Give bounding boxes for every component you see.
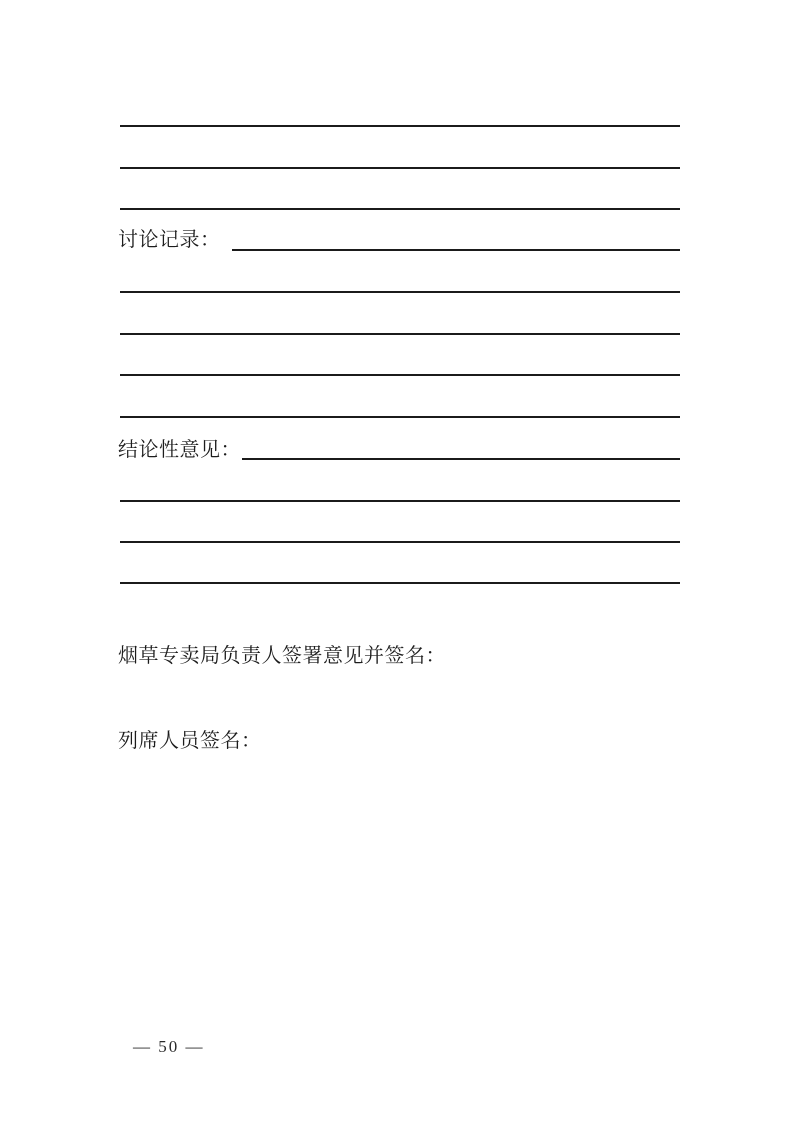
blank-line	[120, 167, 680, 169]
attendee-signature-label: 列席人员签名：	[118, 730, 262, 752]
blank-line	[242, 458, 680, 460]
bureau-head-signature-label: 烟草专卖局负责人签署意见并签名：	[118, 645, 446, 667]
blank-line	[120, 374, 680, 376]
blank-line	[120, 582, 680, 584]
blank-line	[120, 500, 680, 502]
page-number: — 50 —	[133, 1037, 205, 1056]
conclusion-opinion-label: 结论性意见：	[118, 439, 241, 461]
blank-line	[120, 541, 680, 543]
blank-line	[120, 125, 680, 127]
blank-line	[120, 291, 680, 293]
blank-line	[120, 416, 680, 418]
blank-line	[120, 208, 680, 210]
blank-line	[120, 333, 680, 335]
blank-line	[232, 249, 680, 251]
discussion-record-label: 讨论记录：	[118, 229, 221, 251]
